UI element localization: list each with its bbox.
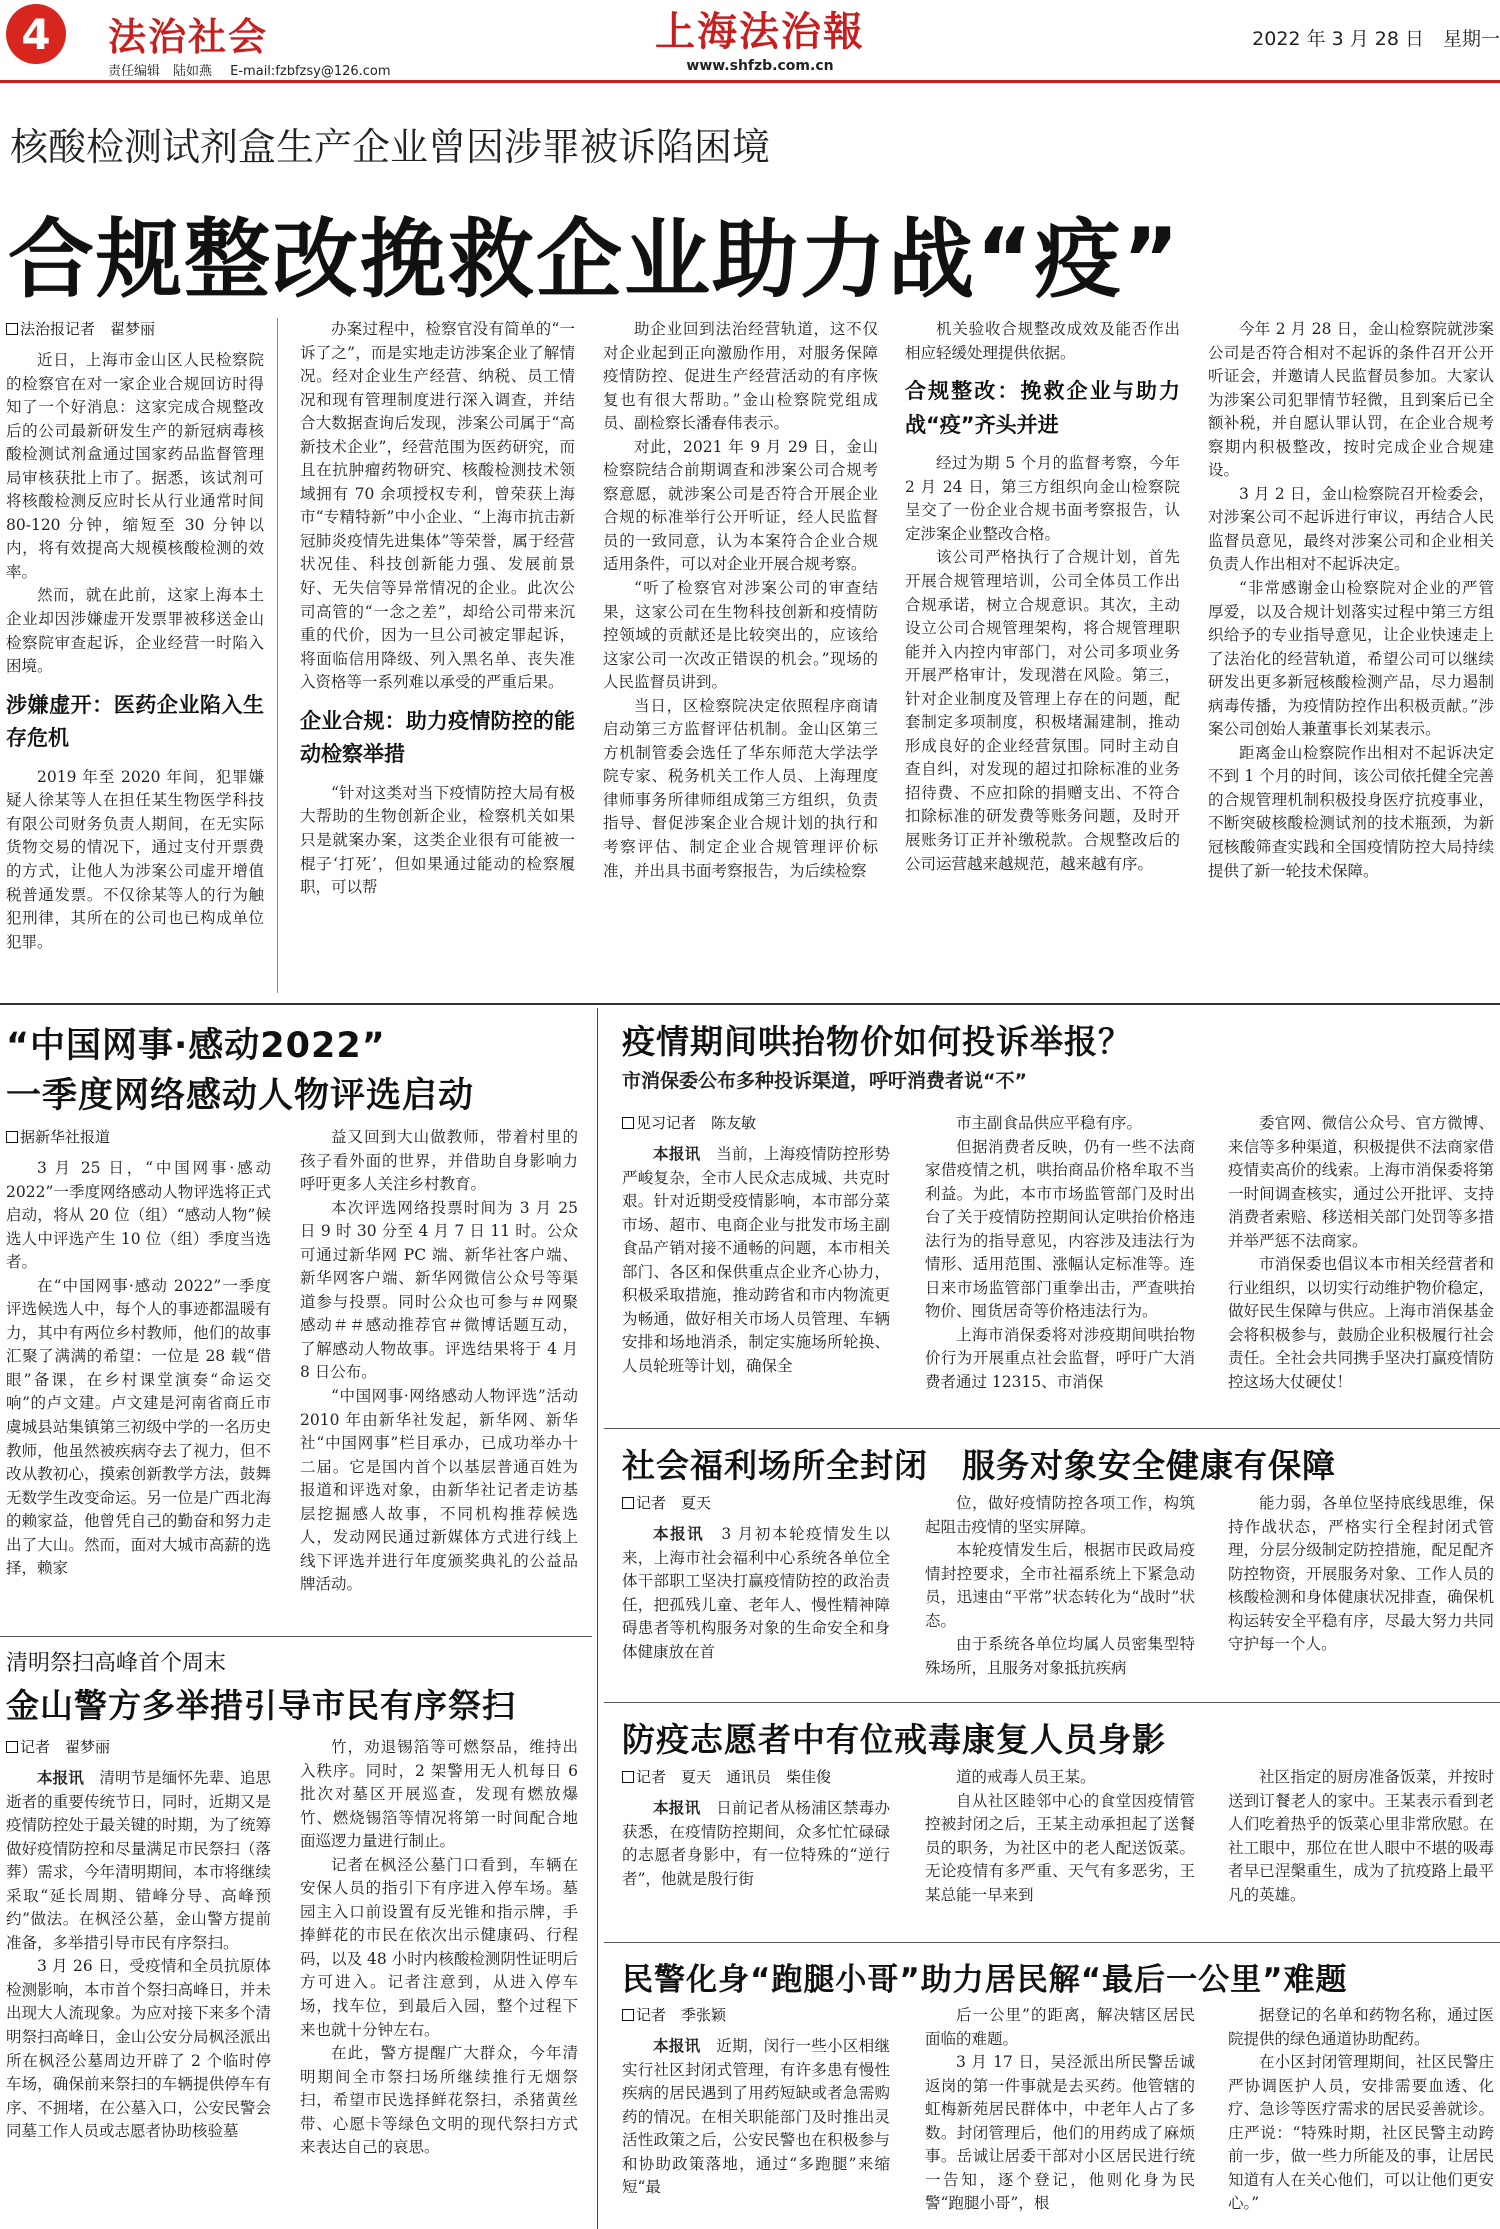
- subheading: 涉嫌虚开：医药企业陷入生存危机: [6, 692, 264, 751]
- editor-email: E-mail:fzbfzsy@126.com: [230, 64, 391, 79]
- website-url[interactable]: www.shfzb.com.cn: [686, 58, 834, 74]
- paragraph-text: 近期，闵行一些小区相继实行社区封闭式管理，有许多患有慢性疾病的居民遇到了用药短缺或者急需购药的情况。在相关职能部门及时推出灵活性政策之后，公安民警也在积极参与和协助政策落地，通过“多跑腿”来缩短“最: [622, 2037, 890, 2197]
- paragraph: 当日，区检察院决定依照程序商请启动第三方监督评估机制。金山区第三方机制管委会选任了华东师范大学法学院专家、税务机关工作人员、上海理度律师事务所律师组成第三方组织，负责指导、督促涉案企业合规计划的执行和考察评估、制定企业合规管理评价标准，并出具书面考察报告，为后续检察: [603, 696, 878, 880]
- paragraph: 3 月 2 日，金山检察院召开检委会，对涉案公司不起诉进行审议，再结合人民监督员意见，最终对涉案公司和企业相关负责人作出相对不起诉决定。: [1208, 484, 1494, 574]
- dateline-lead: 本报讯: [653, 1525, 705, 1543]
- paragraph: 3 月 26 日，受疫情和全员抗原体检测影响，本市首个祭扫高峰日，并未出现大人流现象。为应对接下来多个清明祭扫高峰日，金山公安分局枫泾派出所在枫泾公墓周边开辟了 2 个临时停车场，确保前来祭扫的车辆提供停车有序、不拥堵，在公墓入口，公安民警会同墓工作人员或志愿者协助核验墓: [6, 1957, 271, 2141]
- price-byline: [622, 1112, 890, 1133]
- volunteer-byline: [622, 1766, 890, 1787]
- volunteer-column-2: [925, 1766, 1195, 1936]
- price-column-3: [1228, 1112, 1494, 1422]
- byline-text: 记者 季张颖: [636, 2006, 727, 2024]
- police-byline: [622, 2004, 890, 2025]
- volunteer-column-3: [1228, 1766, 1494, 1936]
- vertical-divider: [597, 1008, 598, 2229]
- paragraph: 社区指定的厨房准备饭菜，并按时送到订餐老人的家中。王某表示看到老人们吃着热乎的饭菜心里非常欣慰。在社工眼中，那位在世人眼中不堪的吸毒者早已涅槃重生，成为了抗疫路上最平凡的英雄。: [1228, 1768, 1494, 1904]
- paragraph: 委官网、微信公众号、官方微博、来信等多种渠道，积极提供不法商家借疫情卖高价的线索。上海市消保委将第一时间调查核实，通过公开批评、支持消费者索赔、移送相关部门处罚等多措并举严惩不法商家。: [1228, 1114, 1494, 1250]
- paragraph: 助企业回到法治经营轨道，这不仅对企业起到正向激励作用，对服务保障疫情防控、促进生产经营活动的有序恢复也有很大帮助。”金山检察院党组成员、副检察长潘春伟表示。: [603, 320, 878, 433]
- byline-box-icon: [622, 1771, 634, 1783]
- paragraph: 上海市消保委将对涉疫期间哄抬物价行为开展重点社会监督，呼吁广大消费者通过 12315、市消保: [925, 1325, 1195, 1392]
- byline-text: 记者 夏天 通讯员 柴佳俊: [636, 1768, 832, 1786]
- byline-box-icon: [6, 1131, 18, 1143]
- paragraph: 益又回到大山做教师，带着村里的孩子看外面的世界，并借助自身影响力呼吁更多人关注乡村教育。: [300, 1128, 578, 1194]
- lead-column-4: [905, 318, 1180, 993]
- welfare-column-2: [925, 1492, 1195, 1697]
- paragraph: 竹，劝退锡箔等可燃祭品，维持出入秩序。同时，2 架警用无人机每日 6 批次对墓区开展巡查，发现有燃放爆竹、燃烧锡箔等情况将第一时间配合地面巡逻力量进行制止。: [300, 1738, 578, 1851]
- jinshan-column-2: [300, 1736, 578, 2226]
- paragraph: 近日，上海市金山区人民检察院的检察官在对一家企业合规回访时得知了一个好消息：这家完成合规整改后的公司最新研发生产的新冠病毒核酸检测试剂盒通过国家药品监督管理局审核获批上市了。据悉，该试剂可将核酸检测反应时长从行业通常时间 80-120 分钟，缩短至 30 分钟以内，将有效提高大规模核酸检测的效率。: [6, 351, 264, 581]
- subheading: 合规整改：挽救企业与助力战“疫”齐头并进: [905, 379, 1180, 437]
- netizen-column-2: [300, 1126, 578, 1626]
- paragraph: 今年 2 月 28 日，金山检察院就涉案公司是否符合相对不起诉的条件召开公开听证会，并邀请人民监督员参加。大家认为涉案公司犯罪情节轻微，且到案后已全额补税，并自愿认罪认罚，在企业合规考察期内积极整改，按时完成企业合规建设。: [1208, 320, 1494, 480]
- jinshan-column-1: [6, 1736, 271, 2226]
- dateline-lead: 本报讯: [653, 1145, 701, 1163]
- section-divider: [604, 1702, 1500, 1703]
- lead-column-1: [6, 318, 264, 993]
- section-divider: [0, 1003, 1500, 1005]
- byline-text: 法治报记者 翟梦丽: [20, 320, 156, 338]
- netizen-column-1: [6, 1126, 271, 1626]
- lead-byline: [6, 318, 264, 339]
- paragraph: 本轮疫情发生后，根据市民政局疫情封控要求，全市社福系统上下紧急动员，迅速由“平常”状态转化为“战时”状态。: [925, 1541, 1195, 1630]
- jinshan-headline: 金山警方多举措引导市民有序祭扫: [6, 1686, 516, 1725]
- paragraph: 市消保委也倡议本市相关经营者和行业组织，以切实行动维护物价稳定，做好民生保障与供应。上海市消保基金会将积极参与，鼓励企业积极履行社会责任。全社会共同携手坚决打赢疫情防控这场大仗硬仗！: [1228, 1255, 1494, 1392]
- police-column-3: [1228, 2004, 1494, 2226]
- dateline-lead: 本报讯: [653, 1799, 701, 1817]
- price-headline: 疫情期间哄抬物价如何投诉举报？: [622, 1022, 1132, 1061]
- byline-box-icon: [622, 1117, 634, 1129]
- section-divider: [604, 1428, 1500, 1429]
- paragraph-text: 3 月初本轮疫情发生以来，上海市社会福利中心系统各单位全体干部职工坚决打赢疫情防控的政治责任，把孤残儿童、老年人、慢性精神障碍患者等机构服务对象的生命安全和身体健康放在首: [622, 1525, 890, 1661]
- paragraph: 位，做好疫情防控各项工作，构筑起阻击疫情的坚实屏障。: [925, 1494, 1195, 1536]
- paragraph: 由于系统各单位均属人员密集型特殊场所，且服务对象抵抗疾病: [925, 1635, 1195, 1677]
- dateline-lead: 本报讯: [653, 2037, 701, 2055]
- paragraph: 市主副食品供应平稳有序。: [956, 1114, 1143, 1132]
- section-divider: [0, 1636, 592, 1637]
- page-number-badge: [6, 4, 66, 66]
- lead-column-3: [603, 318, 878, 993]
- paragraph: 机关验收合规整改成效及能否作出相应轻缓处理提供依据。: [905, 320, 1180, 362]
- lead-column-5: [1208, 318, 1494, 993]
- police-column-2: [925, 2004, 1195, 2226]
- netizen-byline: [6, 1126, 271, 1147]
- paragraph: “中国网事·网络感动人物评选”活动 2010 年由新华社发起，新华网、新华社“中国网事”栏目承办，已成功举办十二届。它是国内首个以基层普通百姓为报道和评选对象，由新华社记者走访基层挖掘感人故事，不同机构推荐候选人，发动网民通过新媒体方式进行线上线下评选并进行年度颁奖典礼的公益品牌活动。: [300, 1387, 578, 1594]
- paragraph: “听了检察官对涉案公司的审查结果，这家公司在生物科技创新和疫情防控领域的贡献还是比较突出的，应该给这家公司一次改正错误的机会。”现场的人民监督员讲到。: [603, 579, 878, 692]
- paragraph: “针对这类对当下疫情防控大局有极大帮助的生物创新企业，检察机关如果只是就案办案，这类企业很有可能被一棍子‘打死’，但如果通过能动的检察履职，可以帮: [300, 783, 575, 897]
- paragraph: 办案过程中，检察官没有简单的“一诉了之”，而是实地走访涉案企业了解情况。经对企业生产经营、纳税、员工情况和现有管理制度进行深入调查，并结合大数据查询后发现，涉案公司属于“高新技术企业”，经营范围为医药研究，而且在抗肿瘤药物研究、核酸检测技术领域拥有 70 余项授权专利，曾荣获上海市“专精特新”中小企业、“上海市抗击新冠肺炎疫情先进集体”等荣誉，属于经营状况佳、科技创新能力强、发展前景好、无失信等异常情况的企业。此次公司高管的“一念之差”，却给公司带来沉重的代价，因为一旦公司被定罪起诉，将面临信用降级、列入黑名单、丧失准入资格等一系列难以承受的严重后果。: [300, 320, 575, 692]
- byline-box-icon: [622, 2009, 634, 2021]
- welfare-column-1: [622, 1492, 890, 1697]
- jinshan-kicker: 清明祭扫高峰首个周末: [6, 1651, 227, 1676]
- paragraph: 道的戒毒人员王某。: [956, 1768, 1096, 1786]
- paragraph: 在“中国网事·感动 2022”一季度评选候选人中，每个人的事迹都温暖有力，其中有两位乡村教师，他们的故事汇聚了满满的希望：一位是 28 载“借眼”备课，在乡村课堂演奏“命运交响”的卢文建。卢文建是河南省商丘市虞城县站集镇第三初级中学的一名历史教师，他虽然被疾病夺去了视力，但不改从教初心，摸索创新教学方法，鼓舞无数学生改变命运。另一位是广西北海的赖家益，他曾凭自己的勤奋和努力走出了大山。然而，面对大城市高薪的选择，赖家: [6, 1276, 271, 1578]
- byline-text: 据新华社报道: [20, 1128, 111, 1146]
- volunteer-column-1: [622, 1766, 890, 1936]
- paragraph: 3 月 25 日，“中国网事·感动 2022”一季度网络感动人物评选将正式启动，将从 20 位（组）“感动人物”候选人中评选产生 10 位（组）季度当选者。: [6, 1159, 271, 1272]
- paragraph-text: 日前记者从杨浦区禁毒办获悉，在疫情防控期间，众多忙忙碌碌的志愿者身影中，有一位特殊的“逆行者”，他就是殷行街: [622, 1799, 890, 1888]
- price-column-1: [622, 1112, 890, 1422]
- welfare-column-3: [1228, 1492, 1494, 1697]
- netizen-headline-2: 一季度网络感动人物评选启动: [6, 1076, 475, 1116]
- price-column-2: [925, 1112, 1195, 1422]
- paragraph: 后一公里”的距离，解决辖区居民面临的难题。: [925, 2006, 1195, 2048]
- byline-text: 记者 夏天: [636, 1494, 712, 1512]
- dateline-lead: 本报讯: [37, 1769, 84, 1787]
- newspaper-masthead: 上海法治報: [655, 8, 865, 55]
- paragraph: “非常感谢金山检察院对企业的严管厚爱，以及合规计划落实过程中第三方组织给予的专业指导意见，让企业快速走上了法治化的经营轨道，希望公司可以继续研发出更多新冠核酸检测产品，尽力遏制病毒传播，为疫情防控作出积极贡献。”涉案公司创始人兼董事长刘某表示。: [1208, 579, 1494, 739]
- welfare-byline: [622, 1492, 890, 1513]
- paragraph-text: 清明节是缅怀先辈、追思逝者的重要传统节日，同时，近期又是疫情防控处于最关键的时期，为了统筹做好疫情防控和尽量满足市民祭扫（落葬）需求，今年清明期间，本市将继续采取“延长周期、错峰分导、高峰预约”做法。在枫泾公墓，金山警方提前准备，多举措引导市民有序祭扫。: [6, 1769, 271, 1952]
- subheading: 企业合规：助力疫情防控的能动检察举措: [300, 708, 575, 767]
- paragraph: 自从社区睦邻中心的食堂因疫情管控被封闭之后，王某主动承担起了送餐员的职务，为社区中的老人配送饭菜。无论疫情有多严重、天气有多恶劣，王某总能一早来到: [925, 1791, 1195, 1904]
- page-number: 4: [21, 10, 51, 59]
- paragraph: 然而，就在此前，这家上海本土企业却因涉嫌虚开发票罪被移送金山检察院审查起诉，企业经营一时陷入困境。: [6, 586, 264, 676]
- paragraph: 能力弱，各单位坚持底线思维，保持作战状态，严格实行全程封闭式管理，分层分级制定防控措施，配足配齐防控物资，开展服务对象、工作人员的核酸检测和身体健康状况排查，确保机构运转安全平稳有序，尽最大努力共同守护每一个人。: [1228, 1494, 1494, 1654]
- byline-box-icon: [622, 1497, 634, 1509]
- lead-kicker: 核酸检测试剂盒生产企业曾因涉罪被诉陷困境: [10, 125, 771, 169]
- paragraph: 但据消费者反映，仍有一些不法商家借疫情之机，哄抬商品价格牟取不当利益。为此，本市市场监管部门及时出台了关于疫情防控期间认定哄抬价格违法行为的指导意见，内容涉及违法行为情形、适用范围、涨幅认定标准等。连日来市场监管部门重拳出击，严查哄抬物价、囤货居奇等价格违法行为。: [925, 1137, 1195, 1321]
- police-column-1: [622, 2004, 890, 2226]
- section-title: 法治社会: [108, 15, 269, 59]
- paragraph: 本次评选网络投票时间为 3 月 25 日 9 时 30 分至 4 月 7 日 11 时。公众可通过新华网 PC 端、新华社客户端、新华网客户端、新华网微信公众号等渠道参与投票。同时公众也可参与＃网聚感动＃＃感动推荐官＃微博话题互动，了解感动人物故事。评选结果将于 4 月 8 日公布。: [300, 1198, 578, 1382]
- paragraph: 据登记的名单和药物名称，通过医院提供的绿色通道协助配药。: [1228, 2006, 1494, 2048]
- editor-line: [108, 60, 405, 79]
- paragraph-text: 当前，上海疫情防控形势严峻复杂，全市人民众志成城、共克时艰。针对近期受疫情影响，本市部分菜市场、超市、电商企业与批发市场主副食品产销对接不通畅的问题，本市相关部门、各区和保供重点企业齐心协力，积极采取措施，推动跨省和市内物流更为畅通，做好相关市场人员管理、车辆安排和场地消杀，制定实施场所轮换、人员轮班等计划，确保全: [622, 1145, 890, 1375]
- byline-text: 记者 翟梦丽: [20, 1738, 111, 1756]
- header-rule: [0, 80, 1500, 83]
- page-header: [0, 0, 1500, 78]
- paragraph: 距离金山检察院作出相对不起诉决定不到 1 个月的时间，该公司依托健全完善的合规管理机制积极投身医疗抗疫事业，不断突破核酸检测试剂的技术瓶颈，为新冠核酸筛查实践和全国疫情防控大局持续提供了新一轮技术保障。: [1208, 743, 1494, 880]
- volunteer-headline: 防疫志愿者中有位戒毒康复人员身影: [622, 1720, 1166, 1759]
- paragraph: 对此，2021 年 9 月 29 日，金山检察院结合前期调查和涉案公司合规考察意愿，就涉案公司是否符合开展企业合规的标准举行公开听证，经人民监督员的一致同意，认为本案符合企业合规适用条件，可以对企业开展合规考察。: [603, 437, 878, 574]
- byline-box-icon: [6, 323, 18, 335]
- paragraph: 该公司严格执行了合规计划，首先开展合规管理培训，公司全体员工作出合规承诺，树立合规意识。其次，主动设立公司合规管理架构，将合规管理职能并入内控内审部门，对公司多项业务开展严格审计，发现潜在风险。第三，针对企业制度及管理上存在的问题，配套制定多项制度，积极堵漏建制，推动形成良好的企业经营氛围。同时主动自查自纠，对发现的超过扣除标准的业务招待费、不应扣除的捐赠支出、不符合扣除标准的研发费等账务问题，及时开展账务订正并补缴税款。合规整改后的公司运营越来越规范，越来越有序。: [905, 548, 1180, 873]
- paragraph: 在此，警方提醒广大群众，今年清明期间全市祭扫场所继续推行无烟祭扫，希望市民选择鲜花祭扫，杀猪黄丝带、心愿卡等绿色文明的现代祭扫方式来表达自己的哀思。: [300, 2044, 578, 2157]
- netizen-headline-1: “中国网事·感动2022”: [6, 1026, 386, 1066]
- byline-text: 见习记者 陈友敏: [636, 1114, 757, 1132]
- section-divider: [604, 1942, 1500, 1943]
- paragraph: 记者在枫泾公墓门口看到，车辆在安保人员的指引下有序进入停车场。墓园主入口前设置有反光锥和指示牌，手捧鲜花的市民在依次出示健康码、行程码，以及 48 小时内核酸检测阴性证明后方可进入。记者注意到，从进入停车场，找车位，到最后入园，整个过程下来也就十分钟左右。: [300, 1855, 578, 2039]
- paragraph: 经过为期 5 个月的监督考察，今年 2 月 24 日，第三方组织向金山检察院呈交了一份企业合规书面考察报告，认定涉案企业整改合格。: [905, 454, 1180, 543]
- lead-column-2: [300, 318, 575, 993]
- column-divider: [277, 318, 278, 993]
- police-headline: 民警化身“跑腿小哥”助力居民解“最后一公里”难题: [622, 1962, 1348, 1998]
- welfare-headline: 社会福利场所全封闭 服务对象安全健康有保障: [622, 1446, 1336, 1485]
- paragraph: 在小区封闭管理期间，社区民警庄严协调医护人员，安排需要血透、化疗、急诊等医疗需求的居民妥善就诊。庄严说：“特殊时期，社区民警主动跨前一步，做一些力所能及的事，让居民知道有人在关心他们，可以让他们更安心。”: [1228, 2053, 1494, 2213]
- price-subheadline: 市消保委公布多种投诉渠道，呼吁消费者说“不”: [622, 1070, 1027, 1092]
- byline-box-icon: [6, 1741, 18, 1753]
- paragraph: 3 月 17 日，吴泾派出所民警岳诚返岗的第一件事就是去买药。他管辖的虹梅新苑居民群体中，中老年人占了多数。封闭管理后，他们的用药成了麻烦事。岳诚让居委干部对小区居民进行统一告知，逐个登记，他则化身为民警“跑腿小哥”，根: [925, 2053, 1195, 2213]
- paragraph: 2019 年至 2020 年间，犯罪嫌疑人徐某等人在担任某生物医学科技有限公司财务负责人期间，在无实际货物交易的情况下，通过支付开票费的方式，让他人为涉案公司虚开增值税普通发票。不仅徐某等人的行为触犯刑律，其所在的公司也已构成单位犯罪。: [6, 767, 264, 951]
- lead-headline: 合规整改挽救企业助力战“疫”: [8, 210, 1182, 310]
- issue-date: 2022 年 3 月 28 日 星期一: [1252, 28, 1500, 50]
- jinshan-byline: [6, 1736, 271, 1757]
- editor-name: 责任编辑 陆如燕: [108, 64, 213, 79]
